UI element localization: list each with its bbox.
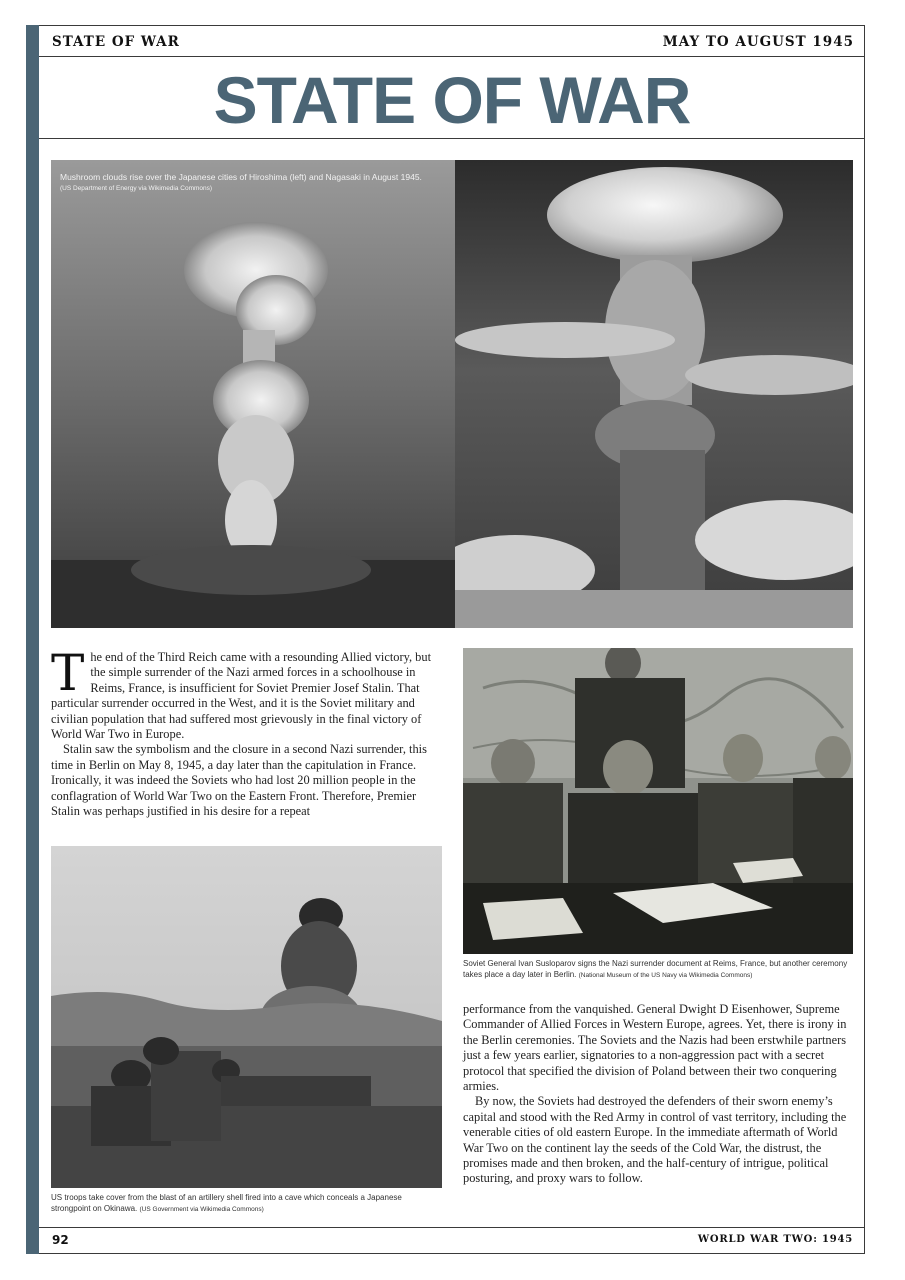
surrender-photo-caption xyxy=(463,958,855,981)
article-paragraph-4: By now, the Soviets had destroyed the defenders of their sworn enemy’s capital and stood with the Red Army in control of vast territory, including the venerable cities of old eastern Europe. In the immediate aftermath of World War Two on the continent lay the seeds of the Cold War, the distrust, the promises made and then broken, and the half-century of intrigue, political posturing, and proxy wars to follow. xyxy=(463,1094,847,1186)
top-photo-credit: (US Department of Energy via Wikimedia Commons) xyxy=(60,185,213,192)
side-color-bar xyxy=(26,25,39,1254)
page-number: 92 xyxy=(52,1233,69,1247)
article-paragraph-2: Stalin saw the symbolism and the closure in a second Nazi surrender, this time in Berlin on May 8, 1945, a day later than the capitulation in France. Ironically, it was indeed the Soviets who had lost 20 million people in the conflagration of World War Two on the Eastern Front. Therefore, Premier Stalin was perhaps justified in his desire for a repeat xyxy=(51,742,427,819)
okinawa-troops-photo xyxy=(51,846,442,1188)
header-section-title: STATE OF WAR xyxy=(52,34,180,50)
article-column-1 xyxy=(51,644,443,819)
headline-rule xyxy=(39,138,865,139)
okinawa-caption-credit: (US Government via Wikimedia Commons) xyxy=(139,1206,264,1213)
top-photo-caption xyxy=(60,172,440,194)
surrender-caption-credit: (National Museum of the US Navy via Wikimedia Commons) xyxy=(578,972,753,979)
article-paragraph-3: performance from the vanquished. General Dwight D Eisenhower, Supreme Commander of Allied Forces in Western Europe, agrees. Yet, there is irony in the Berlin ceremonies. The Soviets and the Nazis had been erstwhile partners just a few years earlier, signatories to a non-aggression pact with a secret protocol that specified the division of Poland between their two conquering armies. xyxy=(463,1002,847,1094)
header-date-range: MAY TO AUGUST 1945 xyxy=(662,34,854,50)
header-rule xyxy=(39,56,865,57)
okinawa-photo-caption xyxy=(51,1192,443,1215)
nagasaki-cloud-photo xyxy=(455,160,853,628)
surrender-caption-text: Soviet General Ivan Susloparov signs the Nazi surrender document at Reims, France, but another ceremony takes place a day later in Berlin. xyxy=(463,959,848,979)
hiroshima-cloud-photo xyxy=(51,160,455,628)
top-photo-caption-text: Mushroom clouds rise over the Japanese cities of Hiroshima (left) and Nagasaki in August 1945. xyxy=(60,172,422,182)
running-header xyxy=(52,34,854,52)
article-column-2 xyxy=(463,1002,855,1187)
page-headline: STATE OF WAR xyxy=(213,63,691,137)
footer-rule xyxy=(39,1227,865,1228)
article-paragraph-1: he end of the Third Reich came with a resounding Allied victory, but the simple surrender of the Nazi armed forces in a schoolhouse in Reims, France, is insufficient for Soviet Premier Josef Stalin. That particular surrender occurred in the West, and it is the Soviet military and civilian population that had suffered most grievously in the final victory of World War Two in Europe. xyxy=(51,650,432,742)
footer-publication-title: WORLD WAR TWO: 1945 xyxy=(697,1234,853,1245)
drop-cap: T xyxy=(51,644,85,702)
surrender-signing-photo xyxy=(463,648,853,954)
okinawa-caption-text: US troops take cover from the blast of an artillery shell fired into a cave which conceals a Japanese strongpoint on Okinawa. xyxy=(51,1193,402,1213)
